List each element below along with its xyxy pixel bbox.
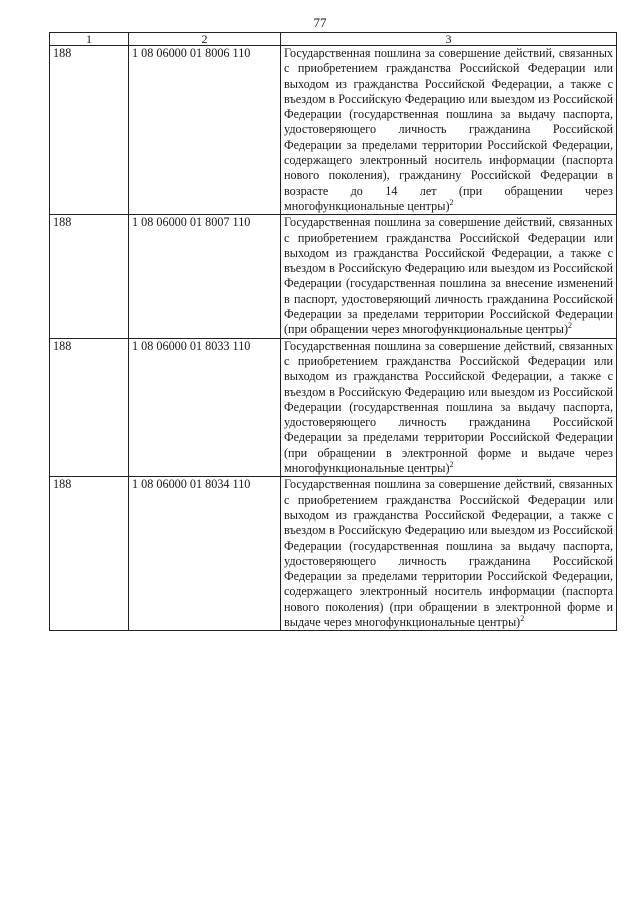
table-row [50,46,617,215]
description-cell [281,46,617,215]
description-text: Государственная пошлина за совершение действий, связанных с приобретением гражданства Российской Федерации или выходом из гражданства Российской Федерации, а также с въездом в Российскую Федерацию или выездом из Российской Федерации (государственная пошлина за внесение изменений в паспорт, удостоверяющий личность гражданина Российской Федерации за пределами территории Российской Федерации (при обращении через многофункциональные центры) [284,215,613,337]
column-header-1: 1 [50,33,129,46]
administrator-code-cell: 188 [50,338,129,477]
administrator-code-cell: 188 [50,477,129,631]
description-cell [281,338,617,477]
description-text: Государственная пошлина за совершение действий, связанных с приобретением гражданства Российской Федерации или выходом из гражданства Российской Федерации, а также с въездом в Российскую Федерацию или выездом из Российской Федерации (государственная пошлина за выдачу паспорта, удостоверяющего личность гражданина Российской Федерации за пределами территории Российской Федерации (при обращении в электронной форме и выдаче через многофункциональные центры) [284,338,613,476]
budget-code-cell: 1 08 06000 01 8006 110 [129,46,281,215]
description-cell [281,477,617,631]
footnote-marker: 2 [520,613,525,623]
table-row [50,338,617,477]
footnote-marker: 2 [568,321,573,331]
table-row [50,477,617,631]
column-header-2: 2 [129,33,281,46]
fee-code-table [49,32,617,631]
budget-code-cell: 1 08 06000 01 8033 110 [129,338,281,477]
footnote-marker: 2 [449,459,454,469]
table-row [50,215,617,338]
budget-code-cell: 1 08 06000 01 8034 110 [129,477,281,631]
administrator-code-cell: 188 [50,46,129,215]
table-header-row [50,33,617,46]
description-cell [281,215,617,338]
administrator-code-cell: 188 [50,215,129,338]
column-header-3: 3 [281,33,617,46]
description-text: Государственная пошлина за совершение действий, связанных с приобретением гражданства Российской Федерации или выходом из гражданства Российской Федерации, а также с въездом в Российскую Федерацию или выездом из Российской Федерации (государственная пошлина за выдачу паспорта, удостоверяющего личность гражданина Российской Федерации за пределами территории Российской Федерации, содержащего электронный носитель информации (паспорта нового поколения) (при обращении в электронной форме и выдаче через многофункциональные центры) [284,477,613,629]
description-text: Государственная пошлина за совершение действий, связанных с приобретением гражданства Российской Федерации или выходом из гражданства Российской Федерации, а также с въездом в Российскую Федерацию или выездом из Российской Федерации (государственная пошлина за выдачу паспорта, удостоверяющего личность гражданина Российской Федерации за пределами территории Российской Федерации, содержащего электронный носитель информации (паспорта нового поколения), гражданину Российской Федерации в возрасте до 14 лет (при обращении через многофункциональные центры) [284,46,613,213]
footnote-marker: 2 [449,197,454,207]
page-number: 77 [313,15,327,30]
budget-code-cell: 1 08 06000 01 8007 110 [129,215,281,338]
